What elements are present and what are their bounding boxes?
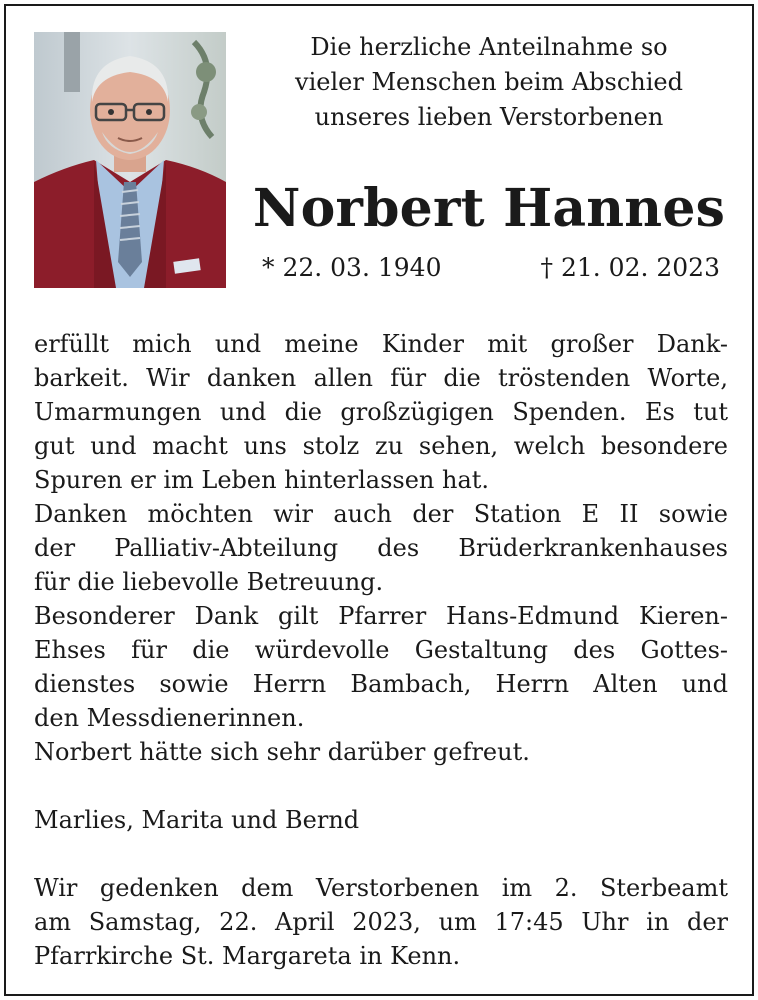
- intro-line: Die herzliche Anteilnahme so: [310, 33, 668, 61]
- text-line: Spuren er im Leben hinterlassen hat.: [34, 466, 490, 494]
- text-line: Besonderer Dank gilt Pfarrer Hans-Edmund Kieren-: [34, 602, 728, 630]
- text-line: der Palliativ-Abteilung des Brüderkrankenhauses: [34, 534, 728, 562]
- text-line: für die liebevolle Betreuung.: [34, 568, 384, 596]
- birth-date: * 22. 03. 1940: [262, 253, 442, 282]
- text-line: Norbert hätte sich sehr darüber gefreut.: [34, 738, 530, 766]
- text-line: Wir gedenken dem Verstorbenen im 2. Sterbeamt: [34, 874, 728, 902]
- death-date: † 21. 02. 2023: [540, 253, 720, 282]
- life-dates: [262, 252, 720, 284]
- deceased-name: Norbert Hannes: [252, 178, 726, 239]
- spacer: [34, 837, 728, 871]
- portrait-photo: [34, 32, 226, 288]
- notice-body: [34, 327, 728, 973]
- text-line: gut und macht uns stolz zu sehen, welch besondere: [34, 432, 728, 460]
- intro-text: [240, 30, 738, 135]
- memorial-paragraph: [34, 871, 728, 973]
- text-line: Pfarrkirche St. Margareta in Kenn.: [34, 942, 461, 970]
- text-line: Umarmungen und die großzügigen Spenden. Es tut: [34, 398, 728, 426]
- thanks-paragraph: [34, 327, 728, 769]
- text-line: erfüllt mich und meine Kinder mit großer Dank-: [34, 330, 728, 358]
- text-line: dienstes sowie Herrn Bambach, Herrn Alten und: [34, 670, 728, 698]
- text-line: barkeit. Wir danken allen für die tröstenden Worte,: [34, 364, 728, 392]
- text-line: Ehses für die würdevolle Gestaltung des Gottes-: [34, 636, 728, 664]
- intro-line: vieler Menschen beim Abschied: [295, 68, 683, 96]
- intro-line: unseres lieben Verstorbenen: [314, 103, 664, 131]
- signature: Marlies, Marita und Bernd: [34, 806, 360, 834]
- text-line: Danken möchten wir auch der Station E II sowie: [34, 500, 728, 528]
- text-line: den Messdienerinnen.: [34, 704, 305, 732]
- spacer: [34, 769, 728, 803]
- text-line: am Samstag, 22. April 2023, um 17:45 Uhr in der: [34, 908, 728, 936]
